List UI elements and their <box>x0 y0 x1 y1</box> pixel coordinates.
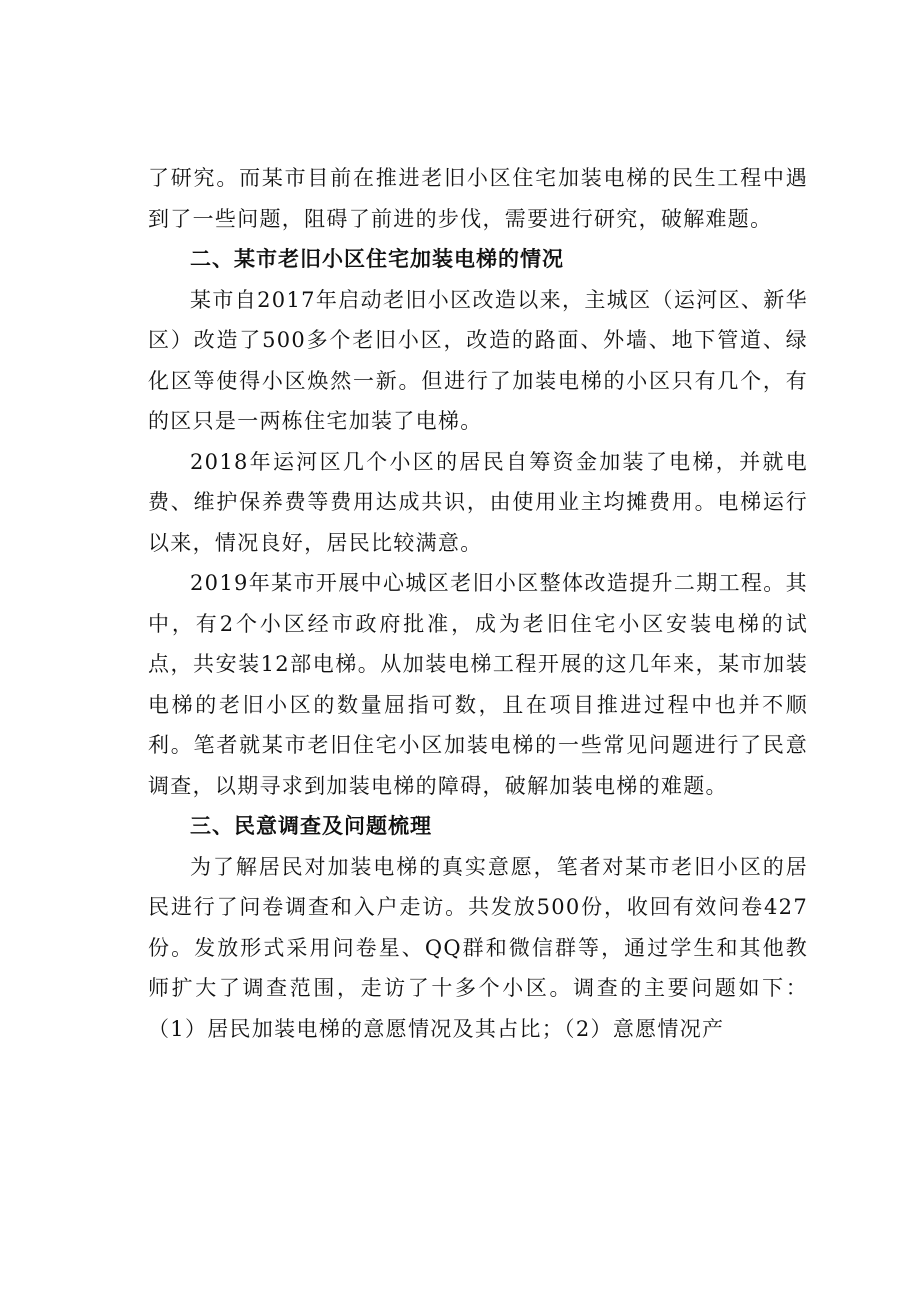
paragraph-2018-yunhe: 2018年运河区几个小区的居民自筹资金加装了电梯，并就电费、维护保养费等费用达成共识，由使用业主均摊费用。电梯运行以来，情况良好，居民比较满意。 <box>148 449 808 555</box>
paragraph-continuation: 了研究。而某市目前在推进老旧小区住宅加装电梯的民生工程中遇到了一些问题，阻碍了前进的步伐，需要进行研究，破解难题。 <box>148 166 808 231</box>
paragraph-survey: 为了解居民对加装电梯的真实意愿，笔者对某市老旧小区的居民进行了问卷调查和入户走访。共发放500份，收回有效问卷427份。发放形式采用问卷星、QQ群和微信群等，通过学生和其他教师扩大了调查范围，走访了十多个小区。调查的主要问题如下：（1）居民加装电梯的意愿情况及其占比；（2）意愿情况产 <box>148 854 808 1041</box>
document-body <box>148 158 808 1049</box>
paragraph-renovation-overview: 某市自2017年启动老旧小区改造以来，主城区（运河区、新华区）改造了500多个老旧小区，改造的路面、外墙、地下管道、绿化区等使得小区焕然一新。但进行了加装电梯的小区只有几个，有的区只是一两栋住宅加装了电梯。 <box>148 287 808 433</box>
section-heading-3: 三、民意调查及问题梳理 <box>190 814 432 838</box>
section-heading-2: 二、某市老旧小区住宅加装电梯的情况 <box>190 247 564 271</box>
paragraph-2019-pilot: 2019年某市开展中心城区老旧小区整体改造提升二期工程。其中，有2个小区经市政府批准，成为老旧住宅小区安装电梯的试点，共安装12部电梯。从加装电梯工程开展的这几年来，某市加装电梯的老旧小区的数量屈指可数，且在项目推进过程中也并不顺利。笔者就某市老旧住宅小区加装电梯的一些常见问题进行了民意调查，以期寻求到加装电梯的障碍，破解加装电梯的难题。 <box>148 571 808 798</box>
